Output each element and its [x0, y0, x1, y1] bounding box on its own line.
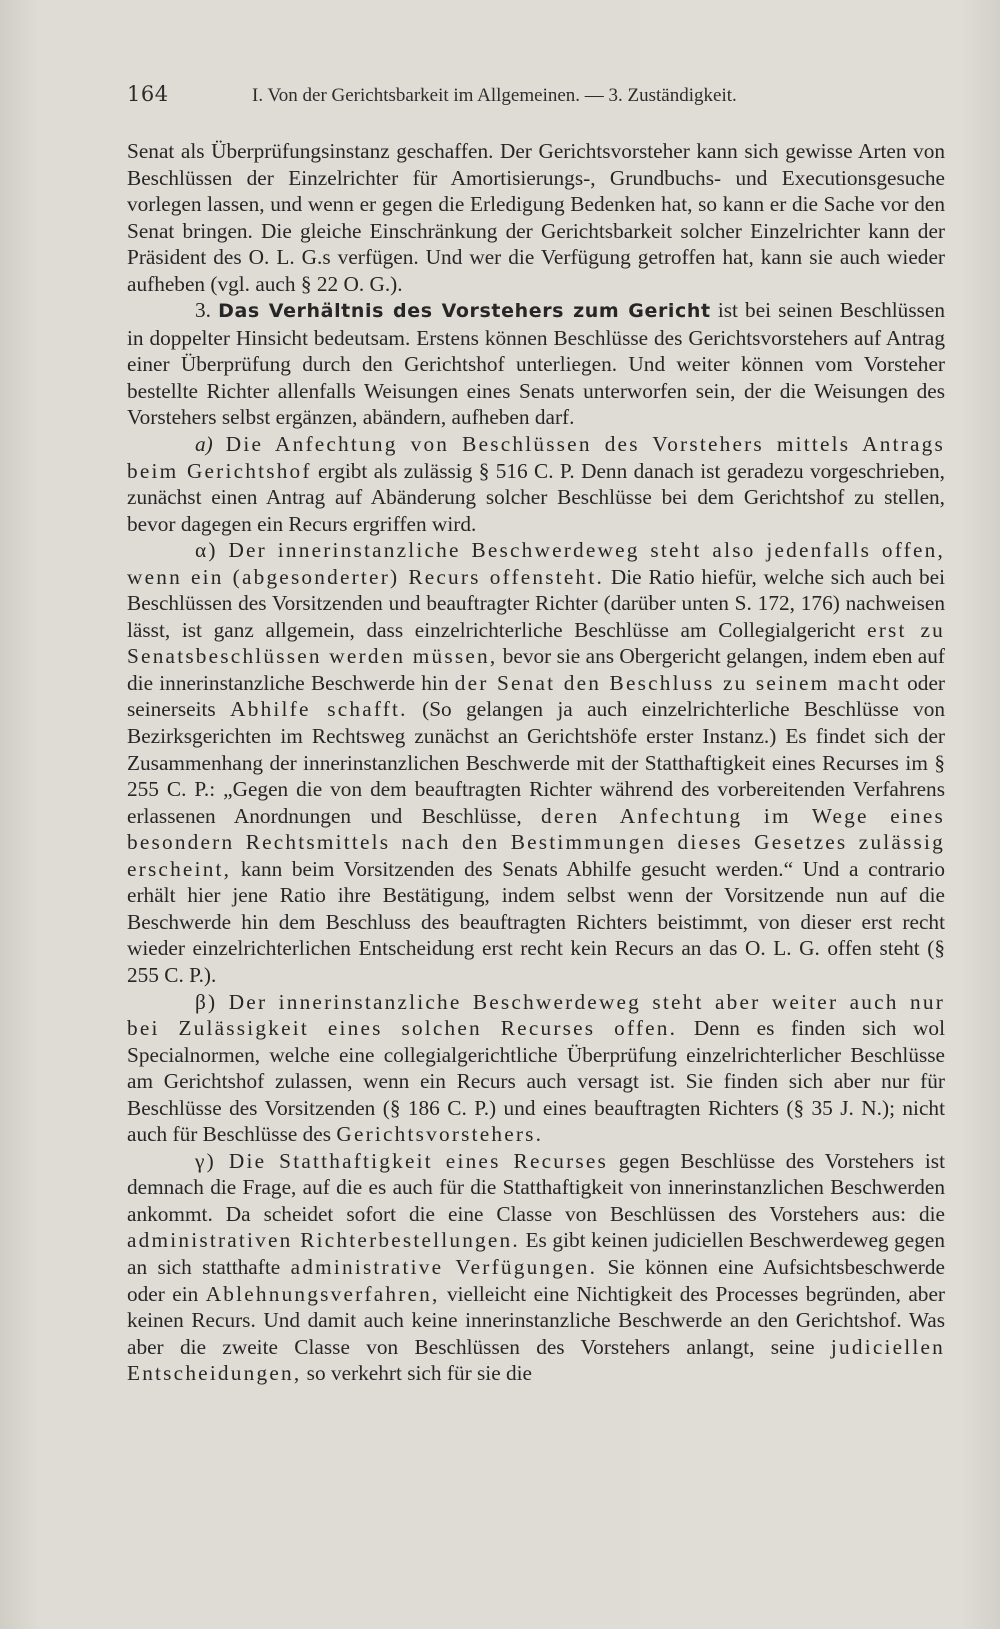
body-text	[127, 138, 945, 1387]
text-run: ergibt als zulässig § 516 C. P. Denn danach ist geradezu vorgeschrieben, zunächst einen Antrag auf Abänderung solcher Beschlüsse bei dem Gerichtshof zu stellen, bevor dagegen ein Recurs ergriffen wird.	[127, 458, 945, 536]
text-run: gegen Beschlüsse des Vorstehers ist demnach die Frage, auf die es auch für die Statthaftigkeit von innerinstanzlichen Beschwerden ankommt. Da scheidet sofort die eine Classe von Beschlüssen des Vorstehers aus: die	[127, 1148, 945, 1226]
text-run: erst zu Senatsbeschlüssen werden müssen,	[127, 617, 946, 669]
paragraph-p3	[127, 431, 945, 537]
text-run: der Senat den Beschluss zu seinem macht	[454, 670, 901, 695]
paragraph-p1	[127, 138, 945, 297]
text-run: bevor sie ans Obergericht gelangen, indem eben auf die innerinstanzliche Beschwerde hin	[127, 644, 945, 695]
text-run: administrative Verfügungen.	[290, 1254, 598, 1279]
text-run: Sie können eine Aufsichtsbeschwerde oder ein	[127, 1254, 945, 1306]
text-run: ist bei seinen Beschlüssen in doppelter Hinsicht bedeutsam. Erstens können Beschlüsse des Gerichtsvorstehers auf Antrag einer Überprüfung durch den Gerichtshof unterliegen. Und weiter können vom Vorsteher bestellte Richter allenfalls Weisungen eines Senats unterworfen sein, der die Weisungen des Vorstehers selbst ergänzen, abändern, aufheben darf.	[127, 298, 945, 430]
text-run: administrativen Richterbestellungen.	[127, 1228, 520, 1253]
text-run: Ablehnungsverfahren,	[205, 1281, 440, 1306]
text-run: judiciellen Entscheidungen,	[127, 1334, 945, 1386]
text-run: (So gelangen ja auch einzelrichterliche Beschlüsse von Bezirksgerichten im Rechtsweg zunächst an Gerichtshöfe erster Instanz.) Es findet sich der Zusammenhang der innerinstanzlichen Beschwerde mit der Statthaftigkeit eines Recurses im § 255 C. P.: „Gegen die von dem beauftragten Richter während des vorbereitenden Verfahrens erlassenen Anordnungen und Beschlüsse,	[127, 697, 946, 828]
text-run: Abhilfe schafft.	[230, 697, 408, 722]
paragraph-p2	[127, 297, 945, 431]
paragraph-p5	[127, 989, 945, 1148]
text-run: Denn es finden sich wol Specialnormen, welche eine collegialgerichtliche Überprüfung einzelrichterlicher Beschlüsse am Gerichtshof zulassen, wenn ein Recurs auch versagt ist. Sie finden sich aber nur für Beschlüsse des Vorsitzenden (§ 186 C. P.) und eines beauftragten Richters (§ 35 J. N.); nicht auch für Beschlüsse des	[127, 1016, 945, 1147]
text-run: vielleicht eine Nichtigkeit des Processes begründen, aber keinen Recurs. Und damit auch keine innerinstanzliche Beschwerde an den Gerichtshof. Was aber die zweite Classe von Beschlüssen des Vorstehers anlangt, seine	[127, 1281, 945, 1359]
paragraph-p4	[127, 537, 945, 988]
text-run: α) Der innerinstanzliche Beschwerdeweg steht also jedenfalls offen, wenn ein (abgesonderter) Recurs offensteht.	[127, 538, 945, 589]
text-run: Das Verhältnis des Vorstehers zum Gericht	[218, 300, 711, 323]
text-run: Senat als Überprüfungsinstanz geschaffen. Der Gerichtsvorsteher kann sich gewisse Arten von Beschlüssen der Einzelrichter für Amortisierungs-, Grundbuchs- und Executionsgesuche vorlegen lassen, und wenn er gegen die Erledigung Bedenken hat, so kann er die Sache vor den Senat bringen. Die gleiche Einschränkung der Gerichtsbarkeit solcher Einzelrichter kann der Präsident des O. L. G.s verfügen. Und wer die Verfügung getroffen hat, kann sie auch wieder aufheben (vgl. auch § 22 O. G.).	[127, 139, 945, 296]
text-run: Es gibt keinen judiciellen Beschwerdeweg gegen an sich statthafte	[127, 1228, 946, 1279]
running-title: I. Von der Gerichtsbarkeit im Allgemeinen. — 3. Zuständigkeit.	[252, 85, 737, 106]
text-run: Die Ratio hiefür, welche sich auch bei Beschlüssen des Vorsitzenden und beauftragter Richter (darüber unten S. 172, 176) nachweisen lässt, ist ganz allgemein, dass einzelrichterliche Beschlüsse am Collegialgericht	[127, 564, 946, 642]
text-run: Die Anfechtung von Beschlüssen des Vorstehers mittels Antrags beim Gerichtshof	[127, 432, 945, 483]
text-run: oder seinerseits	[127, 670, 946, 722]
text-run: 3.	[195, 298, 219, 323]
text-run: Gerichtsvorstehers.	[336, 1122, 544, 1147]
paragraph-p6	[127, 1148, 945, 1387]
text-run: a)	[195, 432, 213, 457]
text-run: β) Der innerinstanzliche Beschwerdeweg steht aber weiter auch nur bei Zulässigkeit eines solchen Recurses offen.	[127, 989, 945, 1041]
page-number: 164	[127, 82, 169, 106]
text-run: deren Anfechtung im Wege eines besondern Rechtsmittels nach den Bestimmungen dieses Gesetzes zulässig erscheint,	[127, 803, 945, 881]
text-run: kann beim Vorsitzenden des Senats Abhilfe gesucht werden.“ Und a contrario erhält hier jene Ratio ihre Bestätigung, indem selbst wenn der Vorsitzende nun auf die Beschwerde hin dem Beschluss des beauftragten Richters beistimmt, von dieser erst recht wieder einzelrichterlichen Entscheidung erst recht kein Recurs an das O. L. G. offen steht (§ 255 C. P.).	[127, 856, 945, 987]
text-run: so verkehrt sich für sie die	[301, 1361, 533, 1386]
text-run: γ) Die Statthaftigkeit eines Recurses	[195, 1148, 609, 1173]
running-head	[127, 82, 945, 114]
